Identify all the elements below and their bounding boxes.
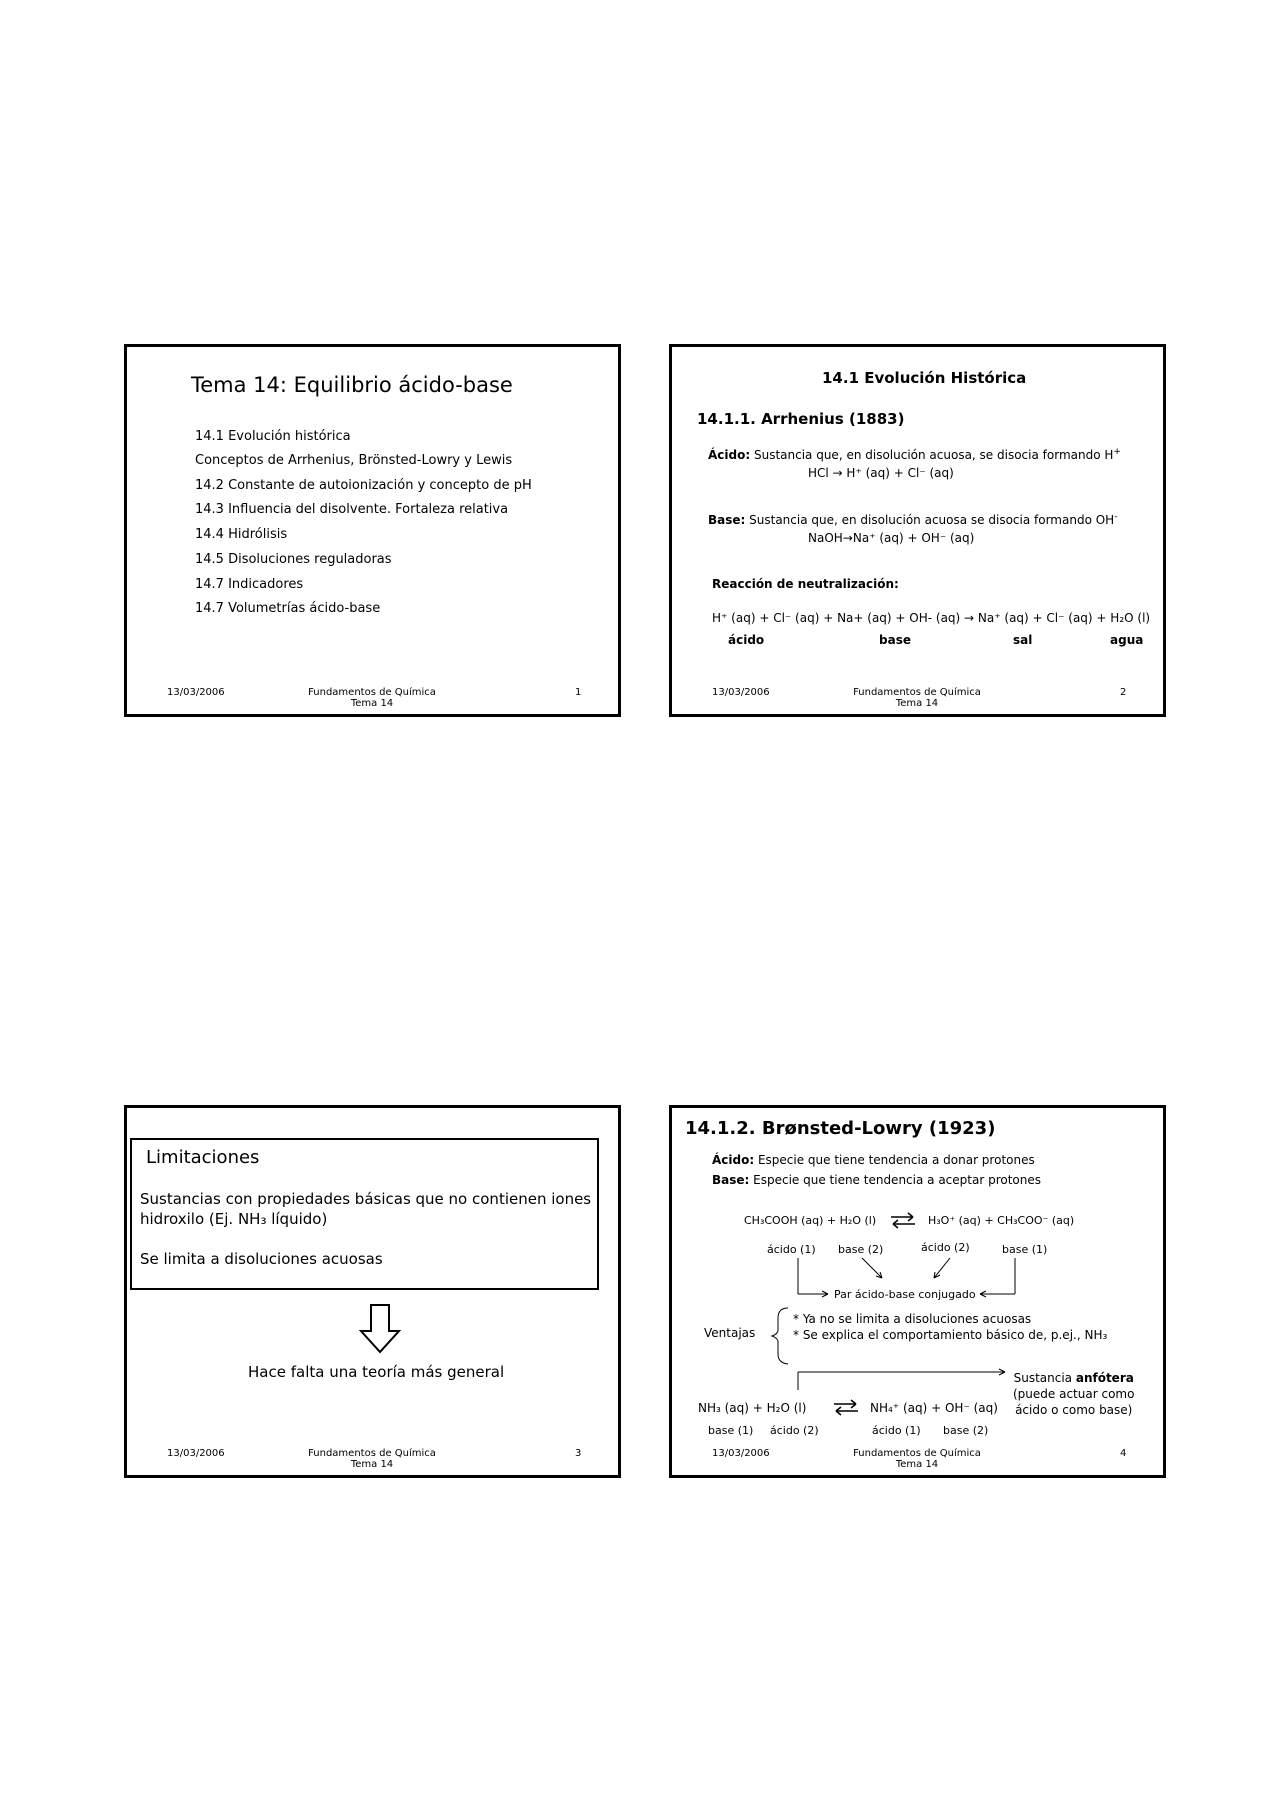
- footer-course: [287, 687, 457, 708]
- equation-1-left: CH₃COOH (aq) + H₂O (l): [744, 1214, 877, 1227]
- limitations-box: [130, 1138, 599, 1290]
- equation-1-right: H₃O⁺ (aq) + CH₃COO⁻ (aq): [928, 1214, 1075, 1227]
- equation-2-right: NH₄⁺ (aq) + OH⁻ (aq): [870, 1401, 998, 1415]
- conjugate-pair-label: Par ácido-base conjugado: [834, 1288, 976, 1301]
- role-label: ácido (2): [921, 1241, 970, 1254]
- page-number: 4: [1120, 1448, 1127, 1459]
- footer-topic: Tema 14: [895, 1459, 939, 1470]
- equation-2-left: NH₃ (aq) + H₂O (l): [698, 1401, 807, 1415]
- slide-title: 14.1.2. Brønsted-Lowry (1923): [685, 1118, 996, 1139]
- down-arrow-icon: [359, 1304, 401, 1354]
- amphoteric-line: ácido o como base): [1015, 1403, 1133, 1417]
- acid-label: Ácido:: [708, 448, 751, 462]
- equilibrium-arrows-icon: [832, 1398, 860, 1416]
- base-equation: NaOH→Na⁺ (aq) + OH⁻ (aq): [808, 531, 975, 545]
- footer-date: 13/03/2006: [167, 1448, 225, 1459]
- limitation-line: Sustancias con propiedades básicas que no contienen iones: [140, 1190, 592, 1208]
- footer-course-name: Fundamentos de Química: [308, 687, 436, 698]
- base-definition: Base: Sustancia que, en disolución acuosa se disocia formando OH-: [708, 512, 1118, 527]
- role-salt: sal: [1013, 633, 1033, 647]
- amphoteric-term: anfótera: [1075, 1371, 1134, 1385]
- page-number: 1: [575, 687, 582, 698]
- limitation-line: Se limita a disoluciones acuosas: [140, 1250, 383, 1268]
- footer-date: 13/03/2006: [712, 687, 770, 698]
- amphoteric-line: Sustancia anfótera: [1013, 1371, 1134, 1385]
- base-label: Base:: [712, 1173, 750, 1187]
- base-text: Especie que tiene tendencia a aceptar protones: [749, 1173, 1041, 1187]
- role-label: ácido (1): [767, 1243, 816, 1256]
- base-text: Sustancia que, en disolución acuosa se disocia formando OH: [745, 513, 1115, 527]
- footer-course: [832, 687, 1002, 708]
- neutralization-label: Reacción de neutralización:: [712, 577, 899, 591]
- page-number: 3: [575, 1448, 582, 1459]
- slide-1: [124, 344, 621, 717]
- acid-label: Ácido:: [712, 1153, 755, 1167]
- slide-title: 14.1 Evolución Histórica: [822, 369, 1027, 387]
- limitation-line: hidroxilo (Ej. NH₃ líquido): [140, 1210, 328, 1228]
- limitations-heading: Limitaciones: [146, 1147, 260, 1168]
- toc-item: 14.3 Influencia del disolvente. Fortaleza relativa: [195, 502, 509, 517]
- amphoteric-line: (puede actuar como: [1013, 1387, 1135, 1401]
- footer-topic: Tema 14: [895, 698, 939, 709]
- footer-date: 13/03/2006: [167, 687, 225, 698]
- footer-course: [832, 1448, 1002, 1469]
- advantage-item: * Ya no se limita a disoluciones acuosas: [793, 1312, 1032, 1326]
- role-label: base (2): [838, 1243, 884, 1256]
- role-label: base (1): [708, 1424, 754, 1437]
- role-label: base (2): [943, 1424, 989, 1437]
- advantages-label: Ventajas: [704, 1326, 756, 1340]
- base-label: Base:: [708, 513, 746, 527]
- acid-definition: Ácido: Sustancia que, en disolución acuosa, se disocia formando H+: [708, 447, 1121, 462]
- toc-item: 14.7 Volumetrías ácido-base: [195, 601, 381, 616]
- footer-course-name: Fundamentos de Química: [308, 1448, 436, 1459]
- footer-date: 13/03/2006: [712, 1448, 770, 1459]
- role-water: agua: [1110, 633, 1144, 647]
- footer-topic: Tema 14: [350, 698, 394, 709]
- footer-course: [287, 1448, 457, 1469]
- section-subtitle: 14.1.1. Arrhenius (1883): [697, 410, 905, 428]
- neutralization-equation: H⁺ (aq) + Cl⁻ (aq) + Na+ (aq) + OH- (aq) → Na⁺ (aq) + Cl⁻ (aq) + H₂O (l): [712, 611, 1151, 625]
- footer-course-name: Fundamentos de Química: [853, 1448, 981, 1459]
- role-label: base (1): [1002, 1243, 1048, 1256]
- footer-topic: Tema 14: [350, 1459, 394, 1470]
- acid-equation: HCl → H⁺ (aq) + Cl⁻ (aq): [808, 466, 954, 480]
- conclusion-text: Hace falta una teoría más general: [248, 1363, 505, 1381]
- amphoteric-note: [1013, 1370, 1134, 1418]
- toc-item: 14.5 Disoluciones reguladoras: [195, 552, 392, 567]
- advantage-item: * Se explica el comportamiento básico de, p.ej., NH₃: [793, 1328, 1108, 1342]
- slide-title: Tema 14: Equilibrio ácido-base: [191, 373, 513, 397]
- slide-4: [669, 1105, 1166, 1478]
- slide-3: [124, 1105, 621, 1478]
- toc-item: 14.1 Evolución histórica: [195, 429, 351, 444]
- acid-text: Sustancia que, en disolución acuosa, se disocia formando H: [750, 448, 1114, 462]
- toc-item: 14.7 Indicadores: [195, 577, 304, 592]
- slide-2: [669, 344, 1166, 717]
- role-label: ácido (1): [872, 1424, 921, 1437]
- role-label: ácido (2): [770, 1424, 819, 1437]
- acid-text: Especie que tiene tendencia a donar protones: [754, 1153, 1035, 1167]
- page-number: 2: [1120, 687, 1127, 698]
- footer-course-name: Fundamentos de Química: [853, 687, 981, 698]
- toc-item: 14.4 Hidrólisis: [195, 527, 288, 542]
- toc-item: 14.2 Constante de autoionización y concepto de pH: [195, 478, 532, 493]
- role-acid: ácido: [728, 633, 765, 647]
- toc-item: Conceptos de Arrhenius, Brönsted-Lowry y Lewis: [195, 453, 513, 468]
- role-base: base: [879, 633, 911, 647]
